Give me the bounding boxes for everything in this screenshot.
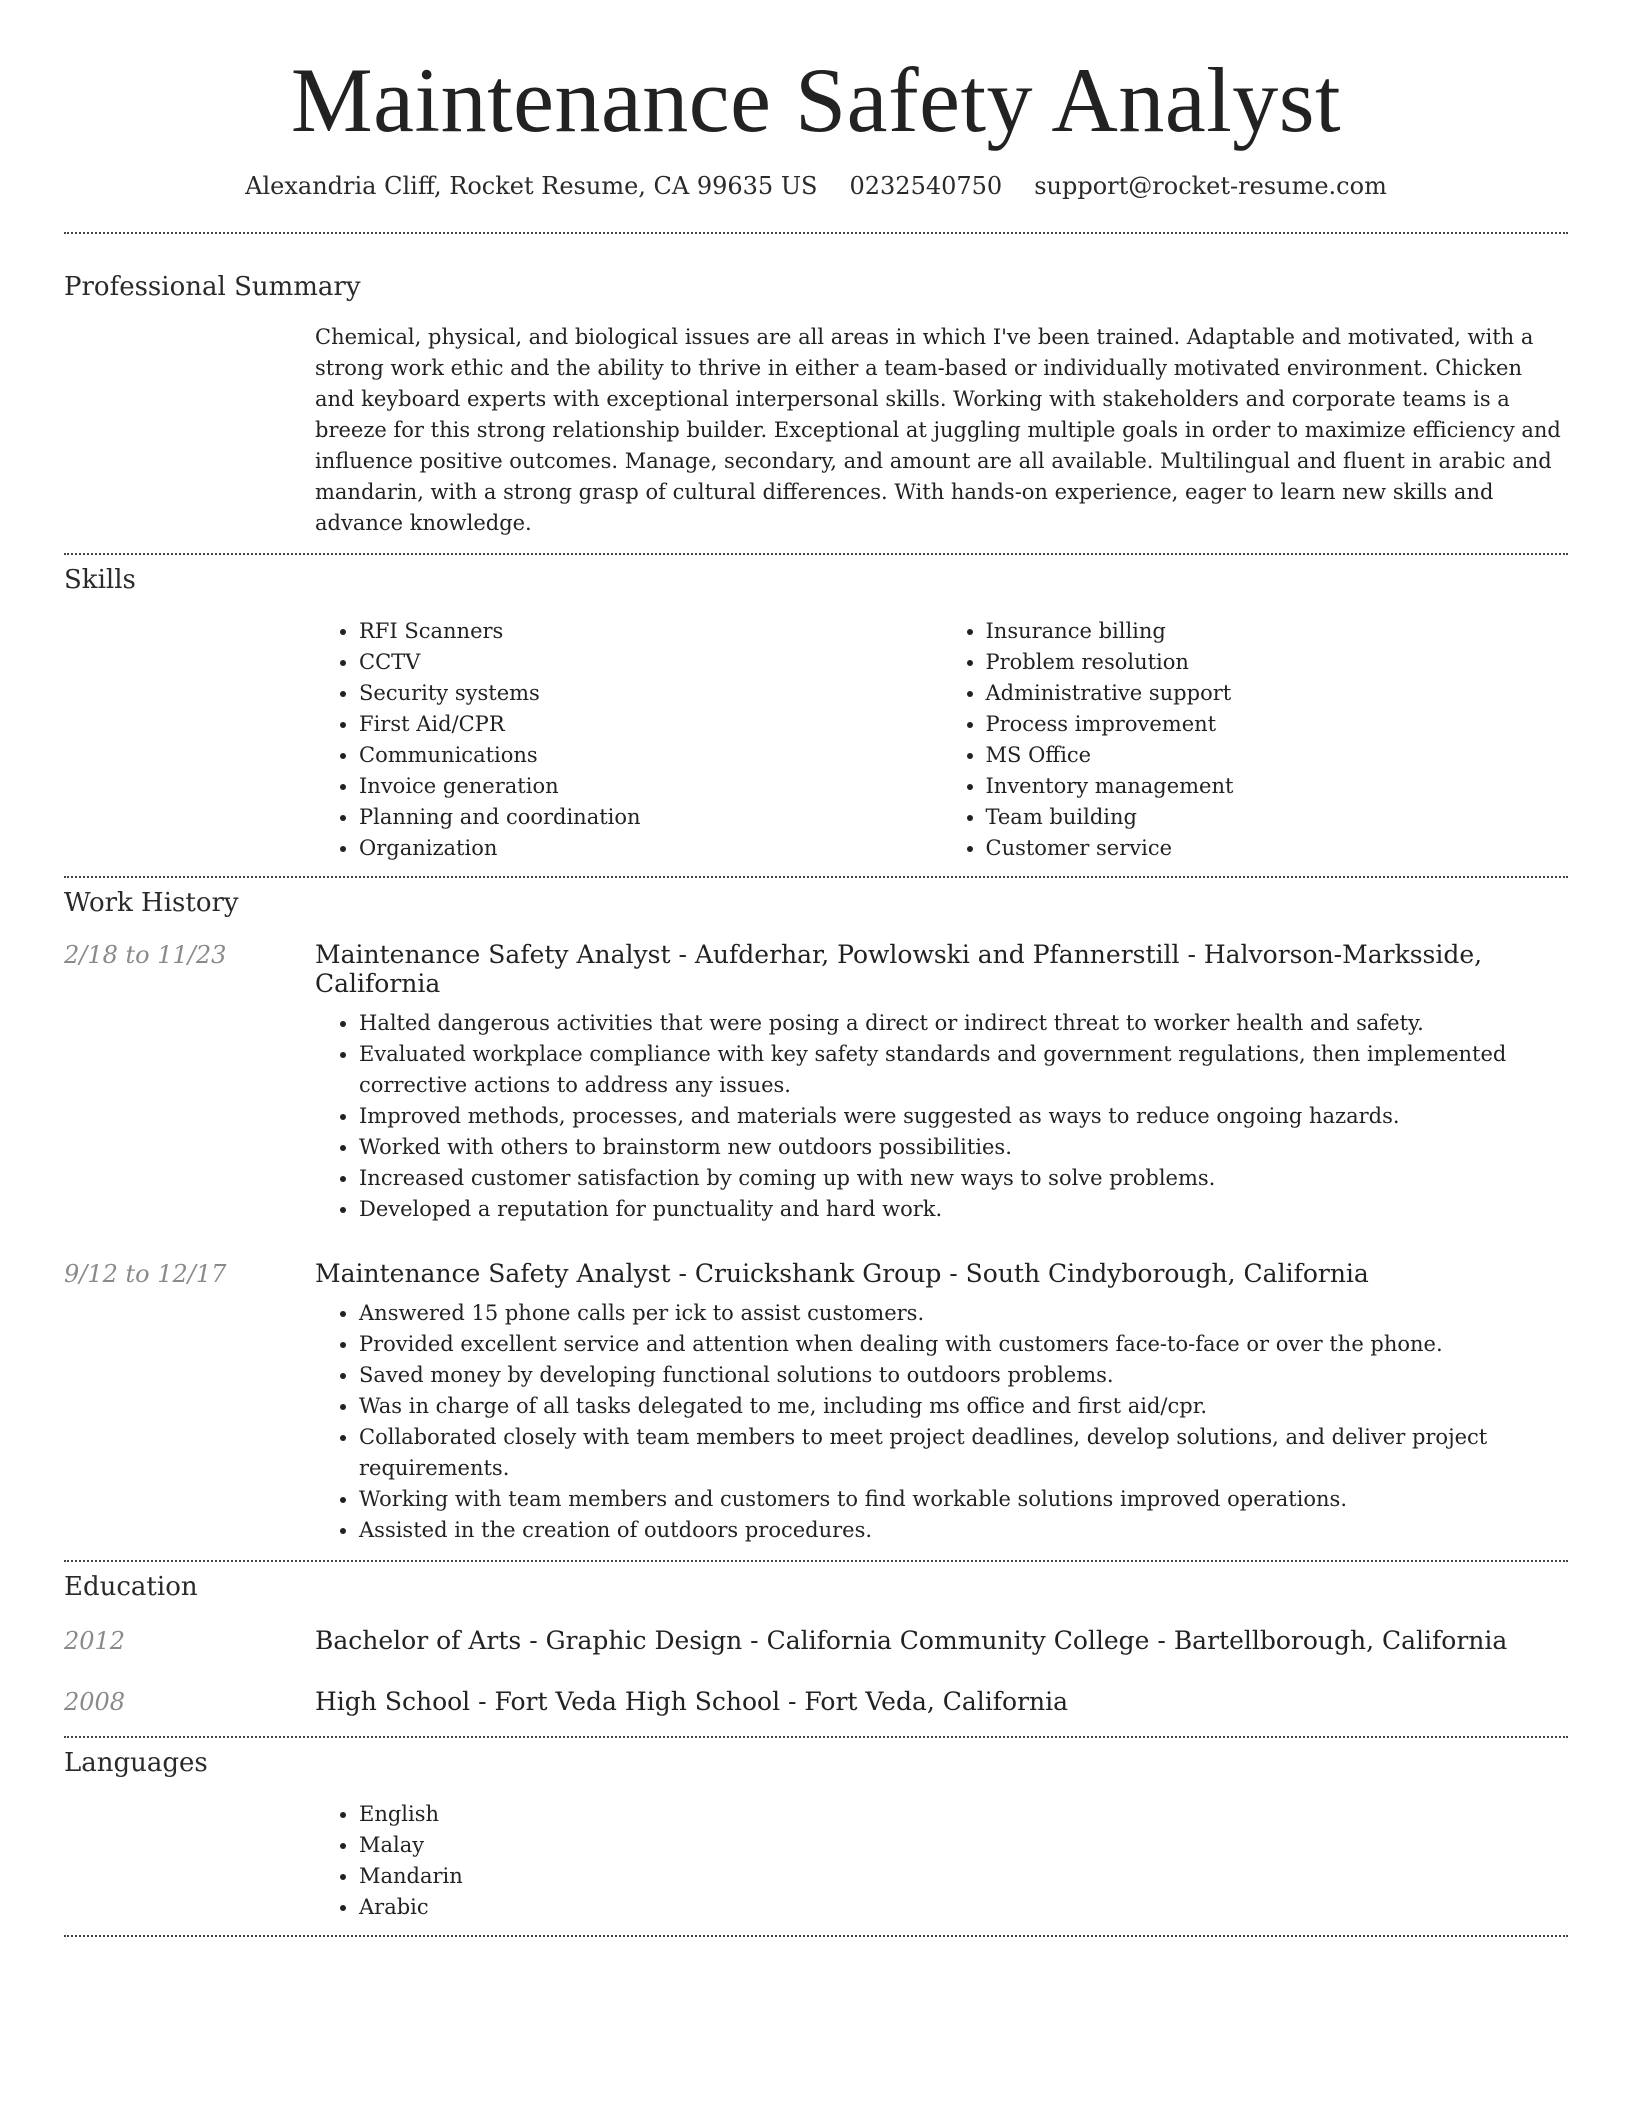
languages-list xyxy=(315,1799,1568,1923)
section-heading-languages: Languages xyxy=(64,1748,208,1778)
job-bullet: • Assisted in the creation of outdoors procedures. xyxy=(359,1515,1568,1546)
job-bullet: • Improved methods, processes, and materials were suggested as ways to reduce ongoing hazards. xyxy=(359,1101,1568,1132)
section-heading-education: Education xyxy=(64,1572,198,1602)
skill-item: • Planning and coordination xyxy=(359,802,942,833)
skill-item: • First Aid/CPR xyxy=(359,709,942,740)
job-bullet: • Collaborated closely with team members to meet project deadlines, develop solutions, and deliver project requirements. xyxy=(359,1422,1568,1484)
education-entry xyxy=(64,1687,1568,1716)
language-item: • Arabic xyxy=(359,1892,1568,1923)
skills-grid xyxy=(315,616,1568,864)
job-bullet: • Halted dangerous activities that were posing a direct or indirect threat to worker health and safety. xyxy=(359,1008,1568,1039)
section-heading-skills: Skills xyxy=(64,565,136,595)
summary-body xyxy=(315,322,1568,539)
job-bullet: • Worked with others to brainstorm new outdoors possibilities. xyxy=(359,1132,1568,1163)
job-bullet: • Developed a reputation for punctuality and hard work. xyxy=(359,1194,1568,1225)
skill-item: • CCTV xyxy=(359,647,942,678)
skills-list-left xyxy=(315,616,942,864)
contact-phone: 0232540750 xyxy=(849,172,1003,200)
skill-item: • RFI Scanners xyxy=(359,616,942,647)
contact-address: Alexandria Cliff, Rocket Resume, CA 99635 US xyxy=(245,172,818,200)
section-heading-work: Work History xyxy=(64,888,239,918)
language-item: • Malay xyxy=(359,1830,1568,1861)
job-entry xyxy=(64,940,1568,998)
contact-email: support@rocket-resume.com xyxy=(1034,172,1387,200)
education-entry xyxy=(64,1626,1568,1655)
job-title: Maintenance Safety Analyst - Cruickshank Group - South Cindyborough, California xyxy=(315,1259,1369,1288)
skill-item: • Security systems xyxy=(359,678,942,709)
skill-item: • Insurance billing xyxy=(986,616,1569,647)
job-entry xyxy=(64,1259,1568,1288)
language-item: • Mandarin xyxy=(359,1861,1568,1892)
job-bullets xyxy=(315,1298,1568,1546)
skill-item: • Invoice generation xyxy=(359,771,942,802)
divider xyxy=(64,553,1568,555)
divider xyxy=(64,232,1568,234)
divider xyxy=(64,1935,1568,1937)
divider xyxy=(64,1736,1568,1738)
job-bullet: • Saved money by developing functional solutions to outdoors problems. xyxy=(359,1360,1568,1391)
job-bullet-list xyxy=(315,1298,1568,1546)
education-title: High School - Fort Veda High School - Fort Veda, California xyxy=(315,1687,1069,1716)
job-bullet: • Evaluated workplace compliance with key safety standards and government regulations, then implemented corrective actions to address any issues. xyxy=(359,1039,1568,1101)
education-title: Bachelor of Arts - Graphic Design - California Community College - Bartellborough, California xyxy=(315,1626,1508,1655)
contact-line xyxy=(64,172,1568,200)
job-bullet: • Provided excellent service and attention when dealing with customers face-to-face or over the phone. xyxy=(359,1329,1568,1360)
skill-item: • Problem resolution xyxy=(986,647,1569,678)
skills-list-right xyxy=(942,616,1569,864)
skill-item: • Inventory management xyxy=(986,771,1569,802)
skill-item: • Customer service xyxy=(986,833,1569,864)
skill-item: • Communications xyxy=(359,740,942,771)
job-bullet: • Working with team members and customers to find workable solutions improved operations. xyxy=(359,1484,1568,1515)
languages-body xyxy=(315,1799,1568,1923)
divider xyxy=(64,1560,1568,1562)
job-bullet-list xyxy=(315,1008,1568,1225)
job-bullet: • Increased customer satisfaction by coming up with new ways to solve problems. xyxy=(359,1163,1568,1194)
resume-title: Maintenance Safety Analyst xyxy=(290,49,1342,151)
skill-item: • MS Office xyxy=(986,740,1569,771)
education-date: 2008 xyxy=(64,1688,126,1716)
divider xyxy=(64,876,1568,878)
job-date: 9/12 to 12/17 xyxy=(64,1260,227,1288)
job-title: Maintenance Safety Analyst - Aufderhar, Powlowski and Pfannerstill - Halvorson-Marksside, California xyxy=(315,940,1483,998)
education-date: 2012 xyxy=(64,1627,126,1655)
job-bullets xyxy=(315,1008,1568,1225)
language-item: • English xyxy=(359,1799,1568,1830)
summary-text: Chemical, physical, and biological issues are all areas in which I've been trained. Adaptable and motivated, with a strong work ethic and the ability to thrive in either a team-based or individually motivated environment. Chicken and keyboard experts with exceptional interpersonal skills. Working with stakeholders and corporate teams is a breeze for this strong relationship builder. Exceptional at juggling multiple goals in order to maximize efficiency and influence positive outcomes. Manage, secondary, and amount are all available. Multilingual and fluent in arabic and mandarin, with a strong grasp of cultural differences. With hands-on experience, eager to learn new skills and advance knowledge. xyxy=(315,325,1561,535)
skill-item: • Team building xyxy=(986,802,1569,833)
skill-item: • Process improvement xyxy=(986,709,1569,740)
section-heading-summary: Professional Summary xyxy=(64,272,361,302)
job-bullet: • Answered 15 phone calls per ick to assist customers. xyxy=(359,1298,1568,1329)
job-date: 2/18 to 11/23 xyxy=(64,941,227,969)
skill-item: • Organization xyxy=(359,833,942,864)
skill-item: • Administrative support xyxy=(986,678,1569,709)
job-bullet: • Was in charge of all tasks delegated to me, including ms office and first aid/cpr. xyxy=(359,1391,1568,1422)
